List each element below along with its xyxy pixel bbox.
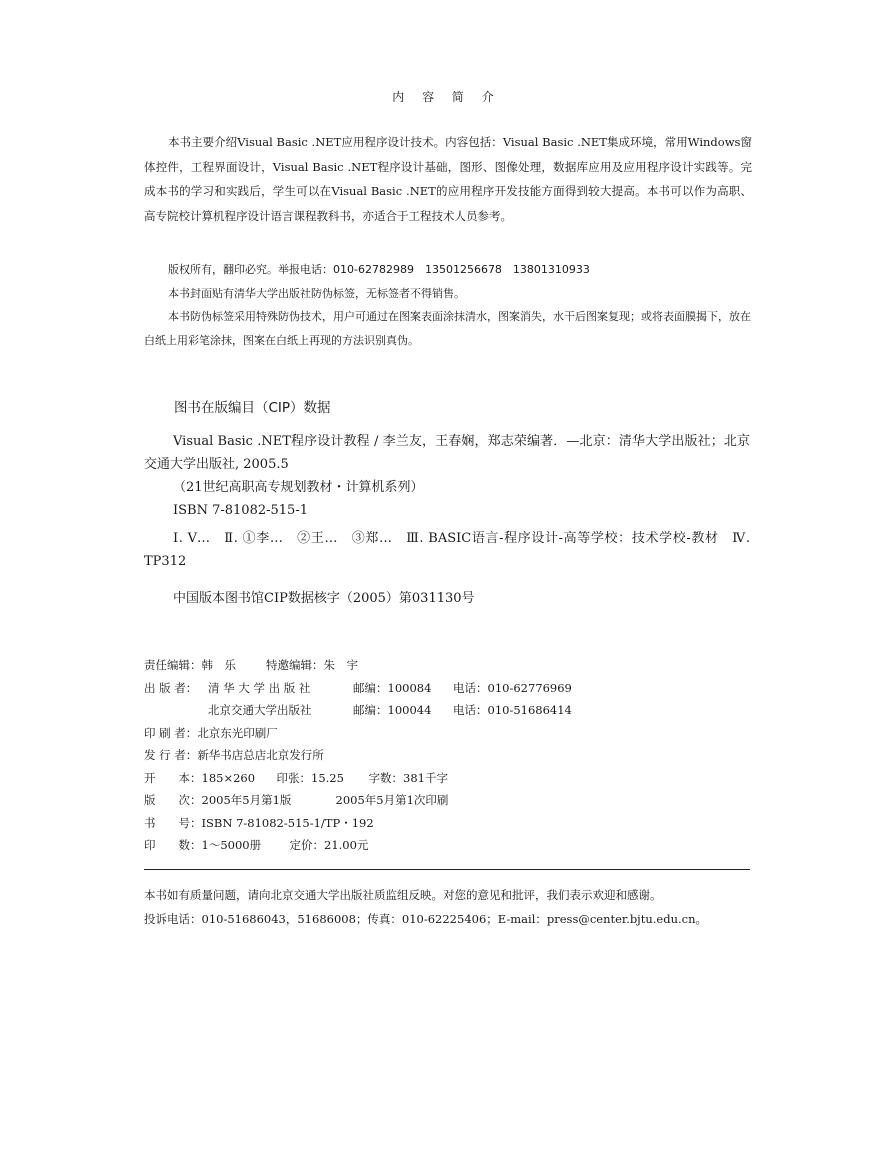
rights-notice — [144, 258, 752, 352]
edition-label: 版 次： — [144, 793, 202, 807]
distributor-row — [144, 744, 572, 767]
distributor-value: 新华书店总店北京发行所 — [197, 748, 324, 762]
copublisher-postcode: 邮编：100044 — [353, 703, 432, 717]
page-title: 内 容 简 介 — [392, 90, 501, 104]
format-row — [144, 767, 572, 790]
quality-notice-line: 本书如有质量问题，请向北京交通大学出版社质监组反映。对您的意见和批评，我们表示欢迎和感谢。 — [144, 888, 662, 902]
publisher-row-1 — [144, 677, 572, 700]
publisher-phone: 电话：010-62776969 — [453, 680, 572, 695]
printer-row — [144, 722, 572, 745]
editor-label: 责任编辑： — [144, 658, 202, 672]
rights-line-label: 本书封面贴有清华大学出版社防伪标签，无标签者不得销售。 — [168, 286, 465, 300]
printing-value: 2005年5月第1次印刷 — [335, 793, 449, 807]
summary-paragraph: 本书主要介绍Visual Basic .NET应用程序设计技术。内容包括：Visual Basic .NET集成环境，常用Windows窗体控件，工程界面设计，Visual Basic .NET程序设计基础，图形、图像处理，数据库应用及应用程序设计实践等。完成本书的学习和实践后，学生可以在Visual Basic .NET的应用程序开发技能方面得到较大提高。本书可以作为高职、高专院校计算机程序设计语言课程教科书，亦适合于工程技术人员参考。 — [144, 135, 752, 223]
editor-row — [144, 654, 572, 677]
price-value: 定价：21.00元 — [289, 838, 369, 852]
print-run-row — [144, 834, 572, 857]
cip-entry: Visual Basic .NET程序设计教程 / 李兰友，王春娴，郑志荣编著．—北京：清华大学出版社；北京交通大学出版社, 2005.5 — [144, 434, 750, 472]
copublisher-name: 北京交通大学出版社 — [208, 703, 312, 717]
book-number-value: ISBN 7-81082-515-1/TP・192 — [201, 815, 374, 830]
invited-editor-label: 特邀编辑： — [266, 658, 324, 672]
distributor-label: 发 行 者： — [144, 748, 198, 762]
book-number-row — [144, 812, 572, 835]
divider-line — [144, 869, 750, 870]
cip-isbn: ISBN 7-81082-515-1 — [173, 503, 308, 518]
invited-editor-value: 朱 宇 — [323, 658, 358, 672]
cip-subjects-block — [144, 527, 750, 573]
cip-heading: 图书在版编目（CIP）数据 — [174, 400, 331, 416]
rights-line-report: 版权所有，翻印必究。举报电话：010-62782989 13501256678 13801310933 — [168, 263, 590, 276]
content-summary — [144, 130, 752, 228]
quality-notice — [144, 884, 754, 931]
format-words: 字数：381千字 — [368, 770, 448, 785]
format-label: 开 本： — [144, 770, 202, 785]
publication-info — [144, 654, 572, 857]
book-number-label: 书 号： — [144, 815, 202, 830]
editor-value: 韩 乐 — [201, 658, 236, 672]
format-size: 185×260 — [201, 770, 256, 785]
cip-record — [144, 430, 750, 522]
publisher-label: 出 版 者： — [144, 680, 198, 695]
printer-label: 印 刷 者： — [144, 725, 198, 740]
edition-value: 2005年5月第1版 — [201, 793, 292, 807]
print-run-label: 印 数： — [144, 838, 202, 852]
publisher-name: 清 华 大 学 出 版 社 — [208, 680, 311, 695]
print-run-value: 1～5000册 — [201, 838, 262, 852]
format-sheets: 印张：15.25 — [276, 770, 344, 785]
cip-number-block — [144, 587, 750, 610]
cip-number: 中国版本图书馆CIP数据核字（2005）第031130号 — [173, 591, 475, 606]
publisher-row-2 — [144, 699, 572, 722]
publisher-postcode: 邮编：100084 — [353, 680, 432, 695]
copublisher-phone: 电话：010-51686414 — [453, 703, 572, 717]
cip-subjects: Ⅰ. V… Ⅱ. ①李… ②王… ③郑… Ⅲ. BASIC语言-程序设计-高等学校：技术学校-教材 Ⅳ. TP312 — [144, 531, 750, 569]
rights-line-anticounterfeit: 本书防伪标签采用特殊防伪技术，用户可通过在图案表面涂抹清水，图案消失，水干后图案复现；或将表面膜揭下，放在白纸上用彩笔涂抹，图案在白纸上再现的方法识别真伪。 — [144, 310, 751, 347]
printer-value: 北京东光印刷厂 — [197, 725, 278, 740]
edition-row — [144, 789, 572, 812]
cip-series: （21世纪高职高专规划教材・计算机系列） — [173, 480, 424, 495]
complaint-contact-line: 投诉电话：010-51686043，51686008；传真：010-62225406；E-mail：press@center.bjtu.edu.cn。 — [144, 911, 708, 926]
